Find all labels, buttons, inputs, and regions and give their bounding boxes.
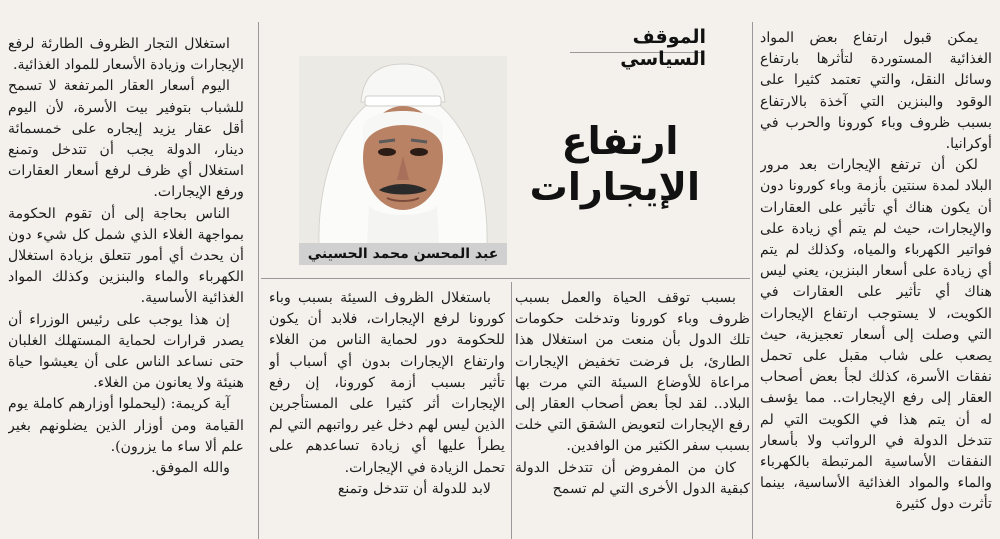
- article-column-1: [760, 28, 992, 536]
- author-photo: [299, 56, 507, 244]
- paragraph: يمكن قبول ارتفاع بعض المواد الغذائية المستوردة لتأثرها بارتفاع وسائل النقل، والتي تعتمد كثيرا على الوقود والبنزين التي آخذة بالارتفاع بسبب ظروف وباء كورونا والحرب في أوكرانيا.: [760, 30, 992, 153]
- headline-line-1: ارتفاع: [561, 119, 679, 163]
- paragraph: لابد للدولة أن تتدخل وتمنع: [337, 480, 491, 497]
- paragraph: آية كريمة: (ليحملوا أوزارهم كاملة يوم القيامة ومن أوزار الذين يضلونهم بغير علم ألا ساء ما يزرون).: [8, 396, 244, 455]
- paragraph: الناس بحاجة إلى أن تقوم الحكومة بمواجهة الغلاء الذي شمل كل شيء دون أن يحدث أي أمور تتعلق بزيادة استغلال الكهرباء والماء والبنزين وكذلك المواد الغذائية الأساسية.: [8, 205, 244, 307]
- section-label: الموقف السياسي: [620, 26, 706, 70]
- article-column-3: [269, 288, 505, 536]
- paragraph: بسبب توقف الحياة والعمل بسبب ظروف وباء كورونا وتدخلت حكومات تلك الدول بأن منعت من استغلال هذا الطارئ، بل فرضت تخفيض الإيجارات مراعاة للأوضاع السيئة التي مرت بها البلاد.. لقد لجأ بعض أصحاب العقار إلى رفع الإيجارات لتعويض الشقق التي خلت بسبب سفر الكثير من الوافدين.: [515, 290, 750, 455]
- article-column-2: [515, 288, 750, 536]
- article-column-4: [8, 34, 244, 536]
- article-headline: [529, 118, 700, 210]
- column-rule-3: [258, 22, 259, 539]
- author-name: عبد المحسن محمد الحسيني: [299, 243, 507, 265]
- headline-line-2: الإيجارات: [529, 165, 700, 209]
- paragraph: كان من المفروض أن تتدخل الدولة كبقية الدول الأخرى التي لم تسمح: [515, 459, 750, 497]
- column-rule-1: [752, 22, 753, 539]
- paragraph: والله الموفق.: [151, 460, 230, 477]
- paragraph: اليوم أسعار العقار المرتفعة لا تسمح للشباب بتوفير بيت الأسرة، لأن اليوم أقل عقار يزيد إيجاره على خمسمائة دينار، الدولة يجب أن تتدخل وتمنع استغلال أي ظرف لرفع أسعار العقارات ورفع الإيجارات.: [8, 78, 244, 201]
- paragraph: استغلال التجار الظروف الطارئة لرفع الإيجارات وزيادة الأسعار للمواد الغذائية.: [8, 36, 244, 74]
- paragraph: إن هذا يوجب على رئيس الوزراء أن يصدر قرارات لحماية المستهلك الغلبان حتى نساعد الناس على أن يعيشوا حياة هنيئة ولا يعانون من الغلاء.: [8, 311, 244, 392]
- paragraph: باستغلال الظروف السيئة بسبب وباء كورونا لرفع الإيجارات، فلابد أن يكون للحكومة دور لحماية الناس من الغلاء وارتفاع الإيجارات بدون أي أسباب أو تأثير بسبب أزمة كورونا، إن رفع الإيجارات أثر كثيرا على المستأجرين الذين ليس لهم دخل غير رواتبهم التي لم يطرأ عليها أي زيادة تساعدهم على تحمل الزيادة في الإيجارات.: [269, 290, 505, 476]
- headline-divider: [261, 278, 750, 279]
- paragraph: لكن أن ترتفع الإيجارات بعد مرور البلاد لمدة سنتين بأزمة وباء كورونا دون أن يكون هناك أي تأثير على العقارات والإيجارات، حيث لم يتم أي زيادة على فواتير الكهرباء والمياه، وكذلك لم يتم أي زيادة على أسعار البنزين، يعني ليس هناك أي تأثير على العقارات في الكويت، لا يستوجب ارتفاع الإيجارات التي وصلت إلى أسعار تعجيزية، حيث يصعب على شاب مقبل على تحمل نفقات الأسرة، كذلك لجأ بعض أصحاب العقار إلى رفع الإيجارات.. مما يؤسف له أن يتم هذا في الكويت التي لم تتدخل الدولة في الرواتب ولا بأسعار النفقات الأساسية المرتبطة بالكهرباء والماء والمواد الغذائية الأساسية، بينما تأثرت دول كثيرة: [760, 157, 992, 513]
- column-rule-2: [511, 282, 512, 539]
